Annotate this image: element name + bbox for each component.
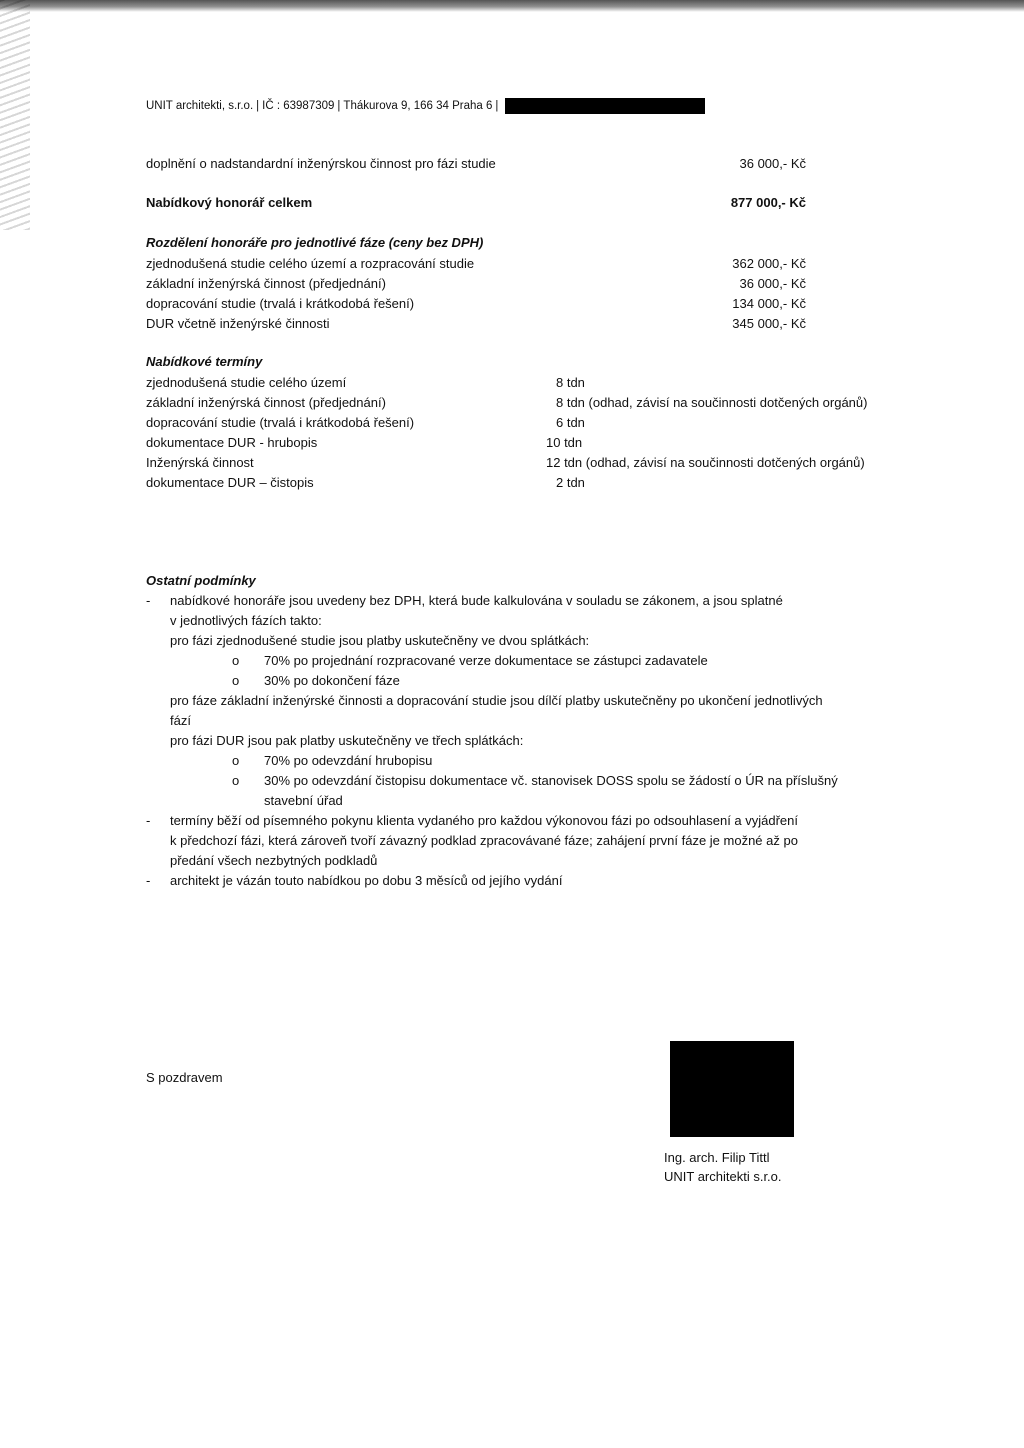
terms-value: 8 tdn xyxy=(556,375,585,390)
terms-value: 2 tdn xyxy=(556,475,585,490)
terms-value: 8 tdn (odhad, závisí na součinnosti dotčených orgánů) xyxy=(556,395,868,410)
condition-text: stavební úřad xyxy=(264,793,343,808)
terms-label: Inženýrská činnost xyxy=(146,455,254,470)
terms-label: dopracování studie (trvalá i krátkodobá řešení) xyxy=(146,415,415,430)
company-id: IČ : 63987309 xyxy=(262,100,335,112)
signatory-company: UNIT architekti s.r.o. xyxy=(664,1169,782,1184)
condition-text: pro fázi zjednodušené studie jsou platby uskutečněny ve dvou splátkách: xyxy=(170,633,590,648)
fee-split-label: zjednodušená studie celého území a rozpracování studie xyxy=(146,256,475,271)
condition-text: 30% po dokončení fáze xyxy=(264,673,400,688)
condition-bullet: - xyxy=(146,593,151,608)
condition-text: 70% po projednání rozpracované verze dokumentace se zástupci zadavatele xyxy=(264,653,708,668)
company-address: Thákurova 9, 166 34 Praha 6 xyxy=(343,100,493,112)
fee-split-value: 362 000,- Kč xyxy=(732,256,806,271)
conditions-heading: Ostatní podmínky xyxy=(146,573,256,588)
signatory-name: Ing. arch. Filip Tittl xyxy=(664,1150,770,1165)
terms-value: 12 tdn (odhad, závisí na součinnosti dotčených orgánů) xyxy=(546,455,865,470)
scan-edge-top xyxy=(0,0,1024,12)
redaction-bar xyxy=(505,98,705,114)
condition-bullet: - xyxy=(146,813,151,828)
condition-bullet: o xyxy=(232,673,240,688)
terms-value: 6 tdn xyxy=(556,415,585,430)
fee-split-value: 134 000,- Kč xyxy=(732,296,806,311)
condition-text: 70% po odevzdání hrubopisu xyxy=(264,753,433,768)
extra-fee-value: 36 000,- Kč xyxy=(739,156,806,171)
condition-text: v jednotlivých fázích takto: xyxy=(170,613,322,628)
condition-text: předání všech nezbytných podkladů xyxy=(170,853,378,868)
terms-value: 10 tdn xyxy=(546,435,583,450)
condition-bullet: o xyxy=(232,753,240,768)
condition-text: fází xyxy=(170,713,191,728)
condition-text: architekt je vázán touto nabídkou po dobu 3 měsíců od jejího vydání xyxy=(170,873,563,888)
extra-fee-label: doplnění o nadstandardní inženýrskou činnost pro fázi studie xyxy=(146,156,496,171)
fee-split-value: 345 000,- Kč xyxy=(732,316,806,331)
total-fee-value: 877 000,- Kč xyxy=(730,195,806,210)
terms-heading: Nabídkové termíny xyxy=(146,354,263,369)
fee-split-label: DUR včetně inženýrské činnosti xyxy=(146,316,330,331)
total-fee-label: Nabídkový honorář celkem xyxy=(146,195,313,210)
signature-redaction xyxy=(670,1041,794,1137)
fee-split-label: dopracování studie (trvalá i krátkodobá řešení) xyxy=(146,296,415,311)
condition-text: pro fáze základní inženýrské činnosti a dopracování studie jsou dílčí platby uskutečněny po ukončení jednotlivých xyxy=(170,693,823,708)
greeting: S pozdravem xyxy=(146,1070,223,1085)
condition-bullet: o xyxy=(232,653,240,668)
condition-text: pro fázi DUR jsou pak platby uskutečněny ve třech splátkách: xyxy=(170,733,524,748)
company-name: UNIT architekti, s.r.o. xyxy=(146,100,254,112)
condition-bullet: o xyxy=(232,773,240,788)
fee-split-value: 36 000,- Kč xyxy=(739,276,806,291)
condition-text: nabídkové honoráře jsou uvedeny bez DPH, která bude kalkulována v souladu se zákonem, a jsou splatné xyxy=(170,593,783,608)
scan-edge-left xyxy=(0,0,30,230)
terms-label: základní inženýrská činnost (předjednání) xyxy=(146,395,386,410)
fee-split-heading: Rozdělení honoráře pro jednotlivé fáze (ceny bez DPH) xyxy=(146,235,484,250)
terms-label: zjednodušená studie celého území xyxy=(146,375,347,390)
condition-text: termíny běží od písemného pokynu klienta vydaného pro každou výkonovou fázi po odsouhlasení a vyjádření xyxy=(170,813,799,828)
terms-label: dokumentace DUR - hrubopis xyxy=(146,435,318,450)
condition-text: 30% po odevzdání čistopisu dokumentace vč. stanovisek DOSS spolu se žádostí o ÚR na příslušný xyxy=(264,773,838,788)
letterhead: UNIT architekti, s.r.o. | IČ : 63987309 | Thákurova 9, 166 34 Praha 6 | xyxy=(146,96,705,116)
terms-label: dokumentace DUR – čistopis xyxy=(146,475,314,490)
condition-text: k předchozí fázi, která zároveň tvoří závazný podklad zpracovávané fáze; zahájení první fáze je možné až po xyxy=(170,833,798,848)
condition-bullet: - xyxy=(146,873,151,888)
fee-split-label: základní inženýrská činnost (předjednání) xyxy=(146,276,386,291)
